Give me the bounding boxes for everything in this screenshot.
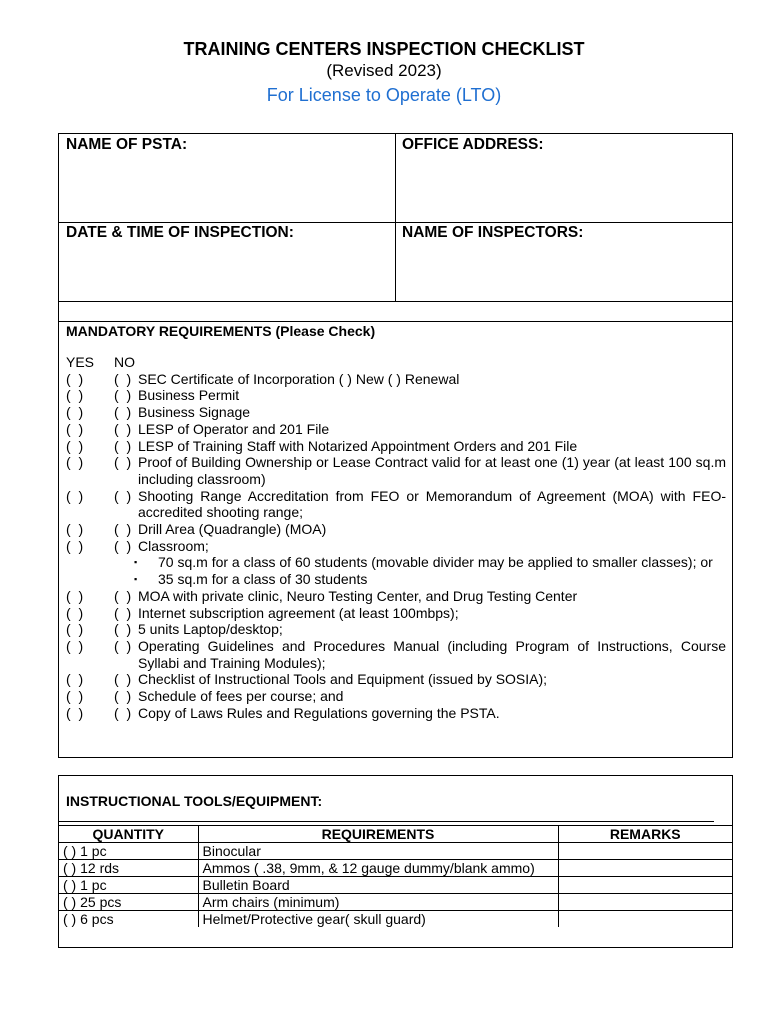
bullet-square-icon: ▪	[134, 557, 138, 568]
table-row	[59, 911, 732, 928]
classroom-bullet	[66, 554, 726, 571]
remarks-cell[interactable]	[558, 843, 732, 860]
requirement-cell: Ammos ( .38, 9mm, & 12 gauge dummy/blank ammo)	[198, 860, 558, 877]
quantity-cell: ( ) 6 pcs	[59, 911, 198, 928]
column-header-requirements: REQUIREMENTS	[198, 826, 558, 843]
requirement-row	[66, 387, 726, 404]
requirement-row	[66, 488, 726, 521]
grid-divider	[59, 321, 732, 322]
yes-checkbox[interactable]: ( )	[66, 437, 84, 454]
requirement-text: Checklist of Instructional Tools and Equipment (issued by SOSIA);	[138, 671, 548, 688]
requirement-cell: Bulletin Board	[198, 877, 558, 894]
requirement-row	[66, 588, 726, 605]
requirement-row	[66, 371, 726, 388]
table-row	[59, 860, 732, 877]
yes-checkbox[interactable]: ( )	[66, 688, 84, 705]
requirement-text: Internet subscription agreement (at least 100mbps);	[138, 604, 459, 621]
yes-checkbox[interactable]: ( )	[66, 487, 84, 504]
office-address-label: OFFICE ADDRESS:	[402, 136, 544, 153]
document-subtitle: (Revised 2023)	[326, 61, 442, 80]
column-header-quantity: QUANTITY	[59, 826, 198, 843]
tools-title-rule	[59, 821, 714, 822]
inspection-form-box	[58, 133, 733, 758]
yes-checkbox[interactable]: ( )	[66, 521, 84, 538]
no-checkbox[interactable]: ( )	[114, 637, 132, 654]
license-line: For License to Operate (LTO)	[266, 85, 502, 105]
yes-checkbox[interactable]: ( )	[66, 587, 84, 604]
no-checkbox[interactable]: ( )	[114, 404, 132, 421]
column-header-remarks: REMARKS	[558, 826, 732, 843]
classroom-bullet-text: 70 sq.m for a class of 60 students (movable divider may be applied to smaller classes); or	[158, 554, 713, 571]
yes-checkbox[interactable]: ( )	[66, 671, 84, 688]
remarks-cell[interactable]	[558, 860, 732, 877]
grid-vertical-divider	[395, 134, 396, 301]
requirement-row	[66, 621, 726, 638]
yes-checkbox[interactable]: ( )	[66, 420, 84, 437]
no-checkbox[interactable]: ( )	[114, 521, 132, 538]
requirement-items	[66, 371, 726, 722]
requirement-text: LESP of Operator and 201 File	[138, 420, 330, 437]
date-time-label: DATE & TIME OF INSPECTION:	[66, 224, 294, 241]
tools-table-body	[59, 843, 732, 928]
no-checkbox[interactable]: ( )	[114, 621, 132, 638]
requirement-text: Classroom;	[138, 537, 209, 554]
requirement-row	[66, 421, 726, 438]
table-row	[59, 894, 732, 911]
no-checkbox[interactable]: ( )	[114, 370, 132, 387]
requirement-row	[66, 605, 726, 622]
yes-checkbox[interactable]: ( )	[66, 404, 84, 421]
tools-header-row	[59, 826, 732, 843]
tools-title: INSTRUCTIONAL TOOLS/EQUIPMENT:	[66, 793, 323, 809]
no-checkbox[interactable]: ( )	[114, 537, 132, 554]
table-row	[59, 843, 732, 860]
requirement-text: SEC Certificate of Incorporation ( ) New ( ) Renewal	[138, 370, 460, 387]
mandatory-requirements-title: MANDATORY REQUIREMENTS (Please Check)	[66, 323, 376, 339]
remarks-cell[interactable]	[558, 877, 732, 894]
bullet-square-icon: ▪	[134, 574, 138, 585]
requirement-row	[66, 404, 726, 421]
document-header	[0, 38, 768, 108]
yes-checkbox[interactable]: ( )	[66, 454, 84, 471]
quantity-cell: ( ) 25 pcs	[59, 894, 198, 911]
quantity-cell: ( ) 1 pc	[59, 877, 198, 894]
yes-label: YES	[66, 354, 95, 370]
requirement-text: Operating Guidelines and Procedures Manual (including Program of Instructions, Course Syllabi and Training Modules);	[138, 637, 726, 671]
no-checkbox[interactable]: ( )	[114, 420, 132, 437]
classroom-bullet	[66, 571, 726, 588]
requirement-row	[66, 454, 726, 487]
requirement-text: Drill Area (Quadrangle) (MOA)	[138, 521, 327, 538]
requirement-text: 5 units Laptop/desktop;	[138, 621, 283, 638]
requirement-row	[66, 638, 726, 671]
requirement-text: Schedule of fees per course; and	[138, 688, 344, 705]
requirement-text: Copy of Laws Rules and Regulations governing the PSTA.	[138, 704, 500, 721]
name-of-psta-label: NAME OF PSTA:	[66, 136, 188, 153]
no-checkbox[interactable]: ( )	[114, 587, 132, 604]
yes-checkbox[interactable]: ( )	[66, 387, 84, 404]
yes-checkbox[interactable]: ( )	[66, 637, 84, 654]
requirement-text: Proof of Building Ownership or Lease Contract valid for at least one (1) year (at least 100 sq.m including classroom)	[138, 454, 726, 487]
requirement-row	[66, 538, 726, 555]
remarks-cell[interactable]	[558, 911, 732, 928]
requirement-text: MOA with private clinic, Neuro Testing Center, and Drug Testing Center	[138, 587, 578, 604]
requirement-cell: Binocular	[198, 843, 558, 860]
yes-checkbox[interactable]: ( )	[66, 704, 84, 721]
requirement-text: Business Signage	[138, 404, 251, 421]
requirement-row	[66, 438, 726, 455]
table-row	[59, 877, 732, 894]
requirement-row	[66, 521, 726, 538]
yes-no-header	[66, 354, 726, 371]
tools-table	[59, 825, 732, 927]
requirement-row	[66, 705, 726, 722]
quantity-cell: ( ) 1 pc	[59, 843, 198, 860]
no-checkbox[interactable]: ( )	[114, 487, 132, 504]
mandatory-requirements-list	[66, 354, 726, 721]
remarks-cell[interactable]	[558, 894, 732, 911]
instructional-tools-box	[58, 775, 733, 948]
no-checkbox[interactable]: ( )	[114, 704, 132, 721]
no-checkbox[interactable]: ( )	[114, 671, 132, 688]
requirement-cell: Helmet/Protective gear( skull guard)	[198, 911, 558, 928]
quantity-cell: ( ) 12 rds	[59, 860, 198, 877]
no-checkbox[interactable]: ( )	[114, 688, 132, 705]
document-title: TRAINING CENTERS INSPECTION CHECKLIST	[183, 39, 585, 59]
yes-checkbox[interactable]: ( )	[66, 537, 84, 554]
no-checkbox[interactable]: ( )	[114, 454, 132, 471]
yes-checkbox[interactable]: ( )	[66, 604, 84, 621]
requirement-text: LESP of Training Staff with Notarized Appointment Orders and 201 File	[138, 437, 578, 454]
classroom-bullet-text: 35 sq.m for a class of 30 students	[158, 571, 368, 588]
requirement-text: Business Permit	[138, 387, 240, 404]
requirement-row	[66, 688, 726, 705]
requirement-row	[66, 671, 726, 688]
no-checkbox[interactable]: ( )	[114, 604, 132, 621]
inspectors-label: NAME OF INSPECTORS:	[402, 224, 584, 241]
no-checkbox[interactable]: ( )	[114, 437, 132, 454]
yes-checkbox[interactable]: ( )	[66, 621, 84, 638]
requirement-cell: Arm chairs (minimum)	[198, 894, 558, 911]
no-checkbox[interactable]: ( )	[114, 387, 132, 404]
yes-checkbox[interactable]: ( )	[66, 370, 84, 387]
requirement-text: Shooting Range Accreditation from FEO or Memorandum of Agreement (MOA) with FEO-accredited shooting range;	[138, 487, 726, 521]
grid-divider	[59, 301, 732, 302]
no-label: NO	[114, 354, 135, 370]
